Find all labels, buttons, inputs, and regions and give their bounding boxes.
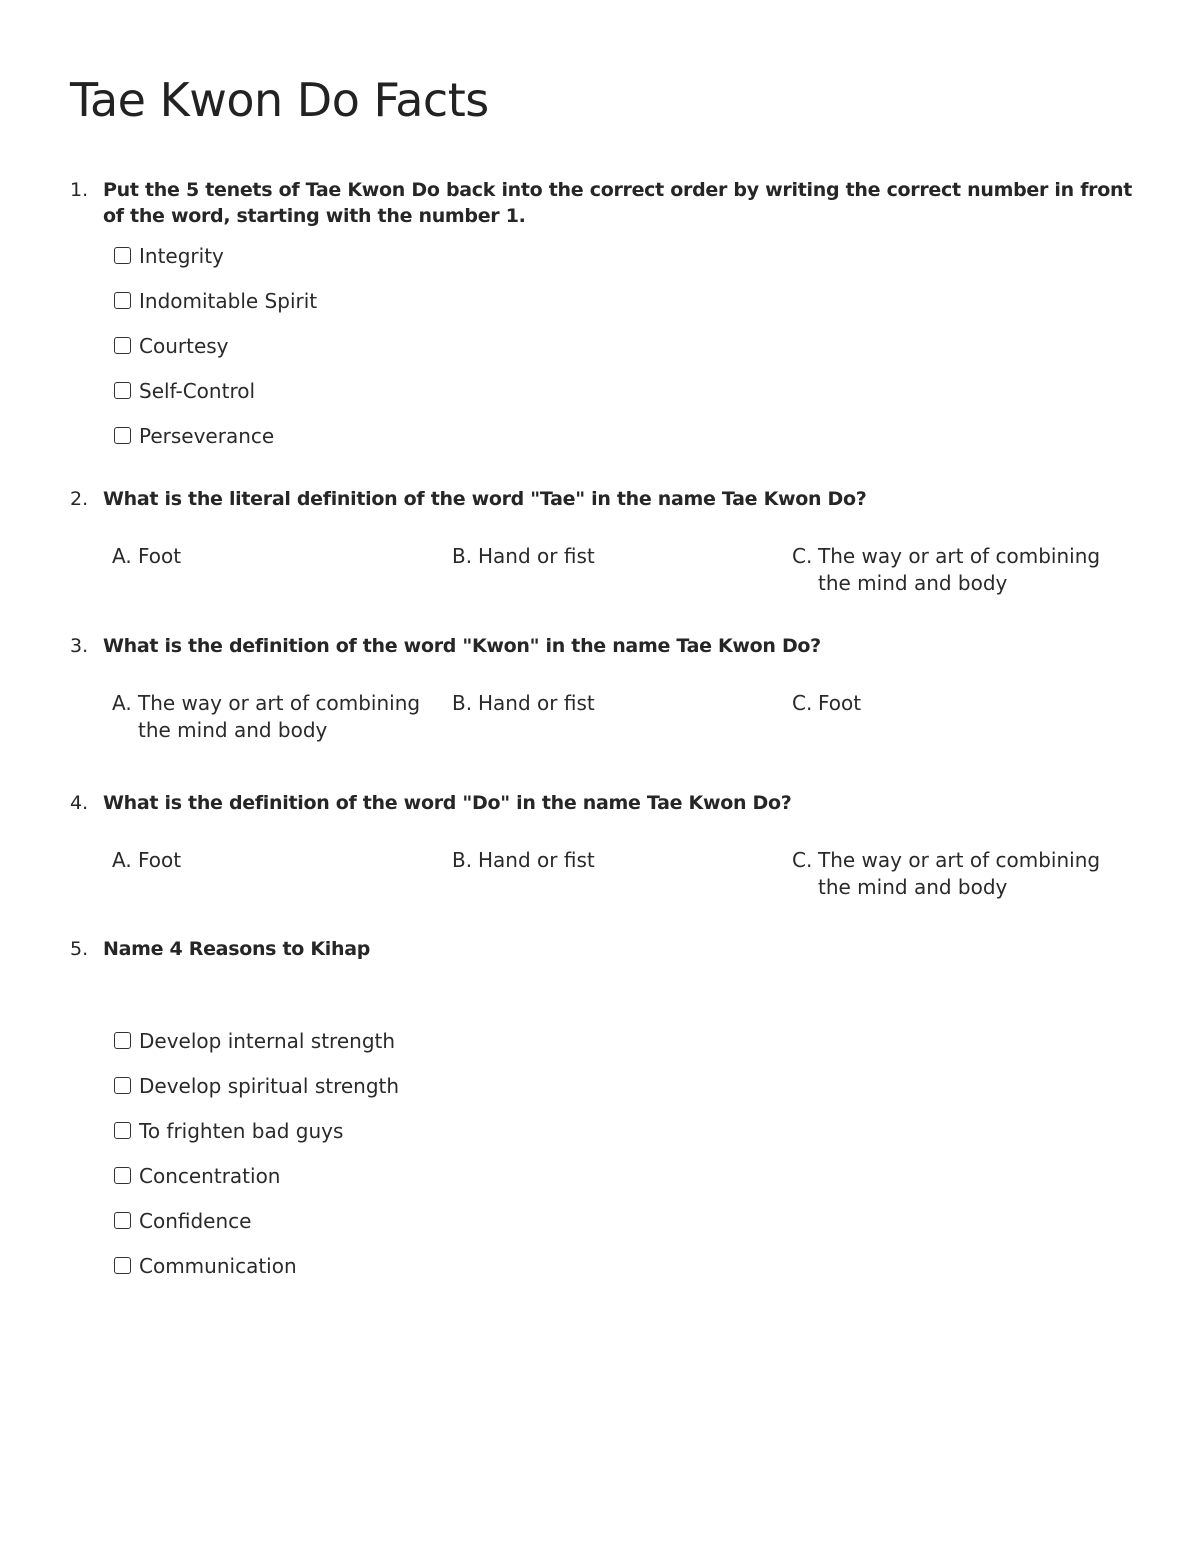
question-number: 3. [70,635,89,657]
option-letter: A. [112,544,132,568]
checklist-item[interactable] [114,1063,399,1108]
option-letter: C. [792,848,813,872]
checkbox-icon[interactable] [114,292,131,309]
checklist-item-label: To frighten bad guys [139,1118,344,1143]
checklist-item[interactable] [114,413,317,458]
option-letter: C. [792,544,813,568]
checklist-item-label: Concentration [139,1163,281,1188]
checkbox-icon[interactable] [114,1212,131,1229]
answer-option-b[interactable] [452,847,792,901]
checklist-item-label: Perseverance [139,423,275,448]
answer-option-c[interactable] [792,543,1132,597]
question-text: Name 4 Reasons to Kihap [103,938,371,960]
checkbox-icon[interactable] [114,247,131,264]
checkbox-icon[interactable] [114,1257,131,1274]
answer-options [112,847,1132,901]
question-4 [70,790,1132,816]
question-text: Put the 5 tenets of Tae Kwon Do back into the correct order by writing the correct number in front of the word, starting with the number 1. [103,179,1132,227]
option-text: Hand or fist [478,691,595,715]
option-letter: B. [452,848,473,872]
checklist-item[interactable] [114,278,317,323]
page-title: Tae Kwon Do Facts [70,73,489,127]
question-5 [70,936,1132,962]
checklist-item[interactable] [114,233,317,278]
checklist-item[interactable] [114,323,317,368]
answer-option-a[interactable] [112,543,452,597]
question-number: 2. [70,488,89,510]
answer-option-a[interactable] [112,847,452,901]
question-text: What is the definition of the word "Do" in the name Tae Kwon Do? [103,792,792,814]
checklist-item[interactable] [114,1153,399,1198]
checklist-item-label: Communication [139,1253,297,1278]
option-text: The way or art of combining the mind and body [138,691,421,742]
checklist-item[interactable] [114,1198,399,1243]
checkbox-icon[interactable] [114,427,131,444]
question-number: 4. [70,792,89,814]
answer-options [112,690,1132,744]
option-text: Foot [138,848,182,872]
checkbox-icon[interactable] [114,337,131,354]
option-text: The way or art of combining the mind and body [818,544,1101,595]
option-letter: B. [452,691,473,715]
question-2 [70,486,1132,512]
question-text: What is the literal definition of the word "Tae" in the name Tae Kwon Do? [103,488,867,510]
tenets-checklist [114,233,317,458]
checkbox-icon[interactable] [114,1122,131,1139]
question-text: What is the definition of the word "Kwon" in the name Tae Kwon Do? [103,635,821,657]
checklist-item-label: Self-Control [139,378,256,403]
checklist-item-label: Integrity [139,243,224,268]
answer-options [112,543,1132,597]
option-text: Hand or fist [478,544,595,568]
question-1 [70,177,1132,229]
checkbox-icon[interactable] [114,1032,131,1049]
question-number: 5. [70,938,89,960]
checklist-item[interactable] [114,1243,399,1288]
checklist-item-label: Confidence [139,1208,252,1233]
answer-option-a[interactable] [112,690,452,744]
option-text: Hand or fist [478,848,595,872]
checklist-item[interactable] [114,1018,399,1063]
question-3 [70,633,1132,659]
answer-option-b[interactable] [452,690,792,744]
checklist-item-label: Courtesy [139,333,229,358]
option-letter: A. [112,848,132,872]
answer-option-c[interactable] [792,690,1132,744]
kihap-checklist [114,1018,399,1288]
checkbox-icon[interactable] [114,1077,131,1094]
checklist-item-label: Indomitable Spirit [139,288,318,313]
option-text: Foot [818,691,862,715]
option-letter: B. [452,544,473,568]
checkbox-icon[interactable] [114,1167,131,1184]
question-number: 1. [70,179,89,201]
option-text: Foot [138,544,182,568]
option-text: The way or art of combining the mind and body [818,848,1101,899]
checkbox-icon[interactable] [114,382,131,399]
checklist-item[interactable] [114,368,317,413]
option-letter: C. [792,691,813,715]
checklist-item-label: Develop internal strength [139,1028,396,1053]
option-letter: A. [112,691,132,715]
checklist-item[interactable] [114,1108,399,1153]
answer-option-b[interactable] [452,543,792,597]
answer-option-c[interactable] [792,847,1132,901]
checklist-item-label: Develop spiritual strength [139,1073,400,1098]
